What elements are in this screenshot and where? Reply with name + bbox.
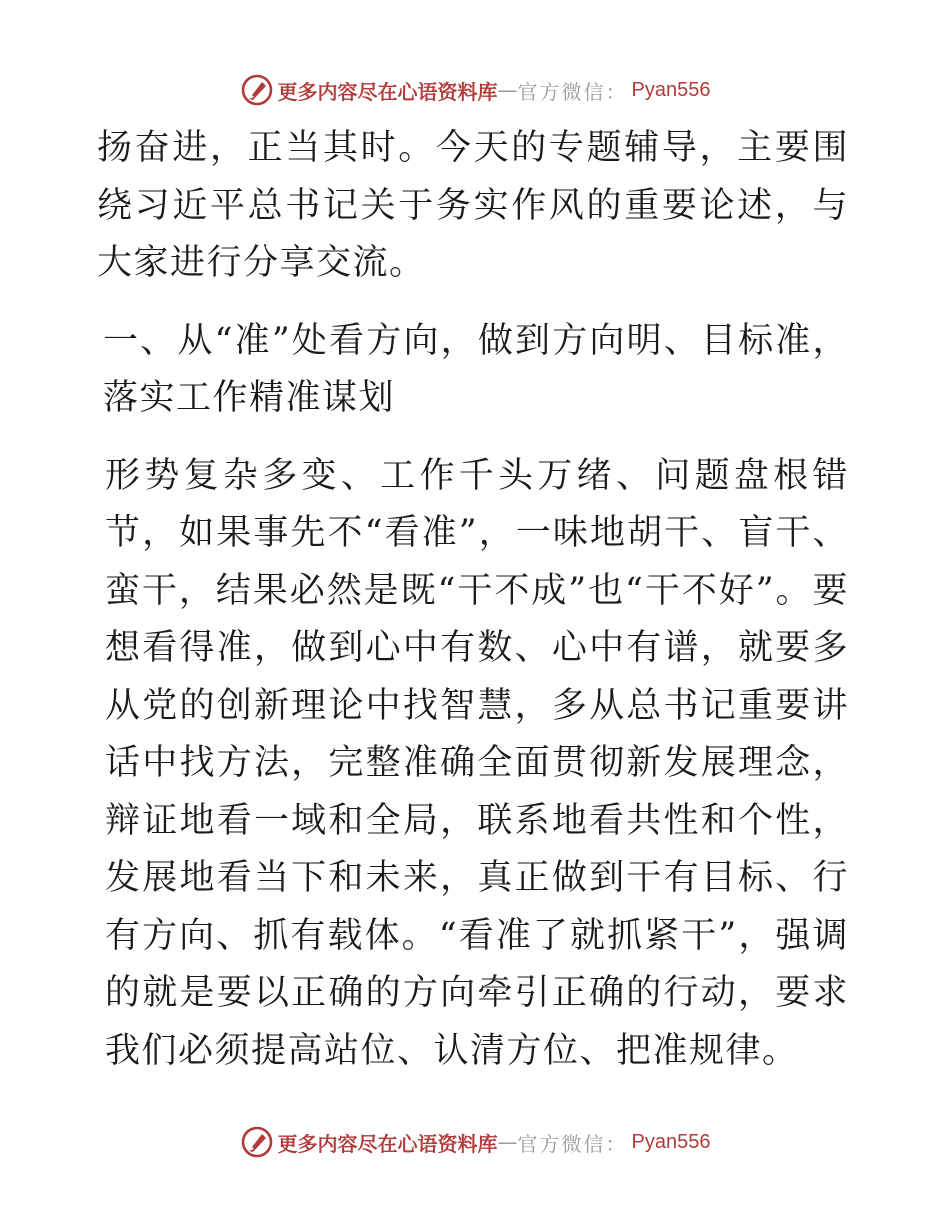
watermark-brand: 更多内容尽在心语资料库 <box>277 79 498 104</box>
document-body <box>97 120 849 1080</box>
paragraph-intro: 扬奋进，正当其时。今天的专题辅导，主要围绕习近平总书记关于务实作风的重要论述，与大家进行分享交流。 <box>97 128 849 283</box>
watermark-label: 官方微信 <box>517 79 606 104</box>
footer-watermark <box>0 1122 950 1162</box>
watermark-label: 官方微信 <box>517 1131 606 1156</box>
watermark-wechat-id: Pyan556 <box>631 78 711 101</box>
watermark-separator: ： <box>605 1131 626 1156</box>
watermark-brand: 更多内容尽在心语资料库 <box>277 1131 498 1156</box>
header-watermark <box>0 70 950 110</box>
watermark-separator: ： <box>605 79 626 104</box>
watermark-wechat-id: Pyan556 <box>631 1130 711 1153</box>
watermark-dash: — <box>497 1130 518 1154</box>
pen-nib-logo-icon <box>240 73 274 107</box>
pen-nib-logo-icon <box>240 1125 274 1159</box>
watermark-dash: — <box>497 78 518 102</box>
section-heading: 一、从“准”处看方向，做到方向明、目标准，落实工作精准谋划 <box>103 320 849 418</box>
paragraph-body: 形势复杂多变、工作千头万绪、问题盘根错节，如果事先不“看准”，一味地胡干、盲干、蛮干，结果必然是既“干不成”也“干不好”。要想看得准，做到心中有数、心中有谱，就要多从党的创新理论中找智慧，多从总书记重要讲话中找方法，完整准确全面贯彻新发展理念，辩证地看一域和全局，联系地看共性和个性，发展地看当下和未来，真正做到干有目标、行有方向、抓有载体。“看准了就抓紧干”，强调的就是要以正确的方向牵引正确的行动，要求我们必须提高站位、认清方位、把准规律。 <box>105 455 849 1071</box>
